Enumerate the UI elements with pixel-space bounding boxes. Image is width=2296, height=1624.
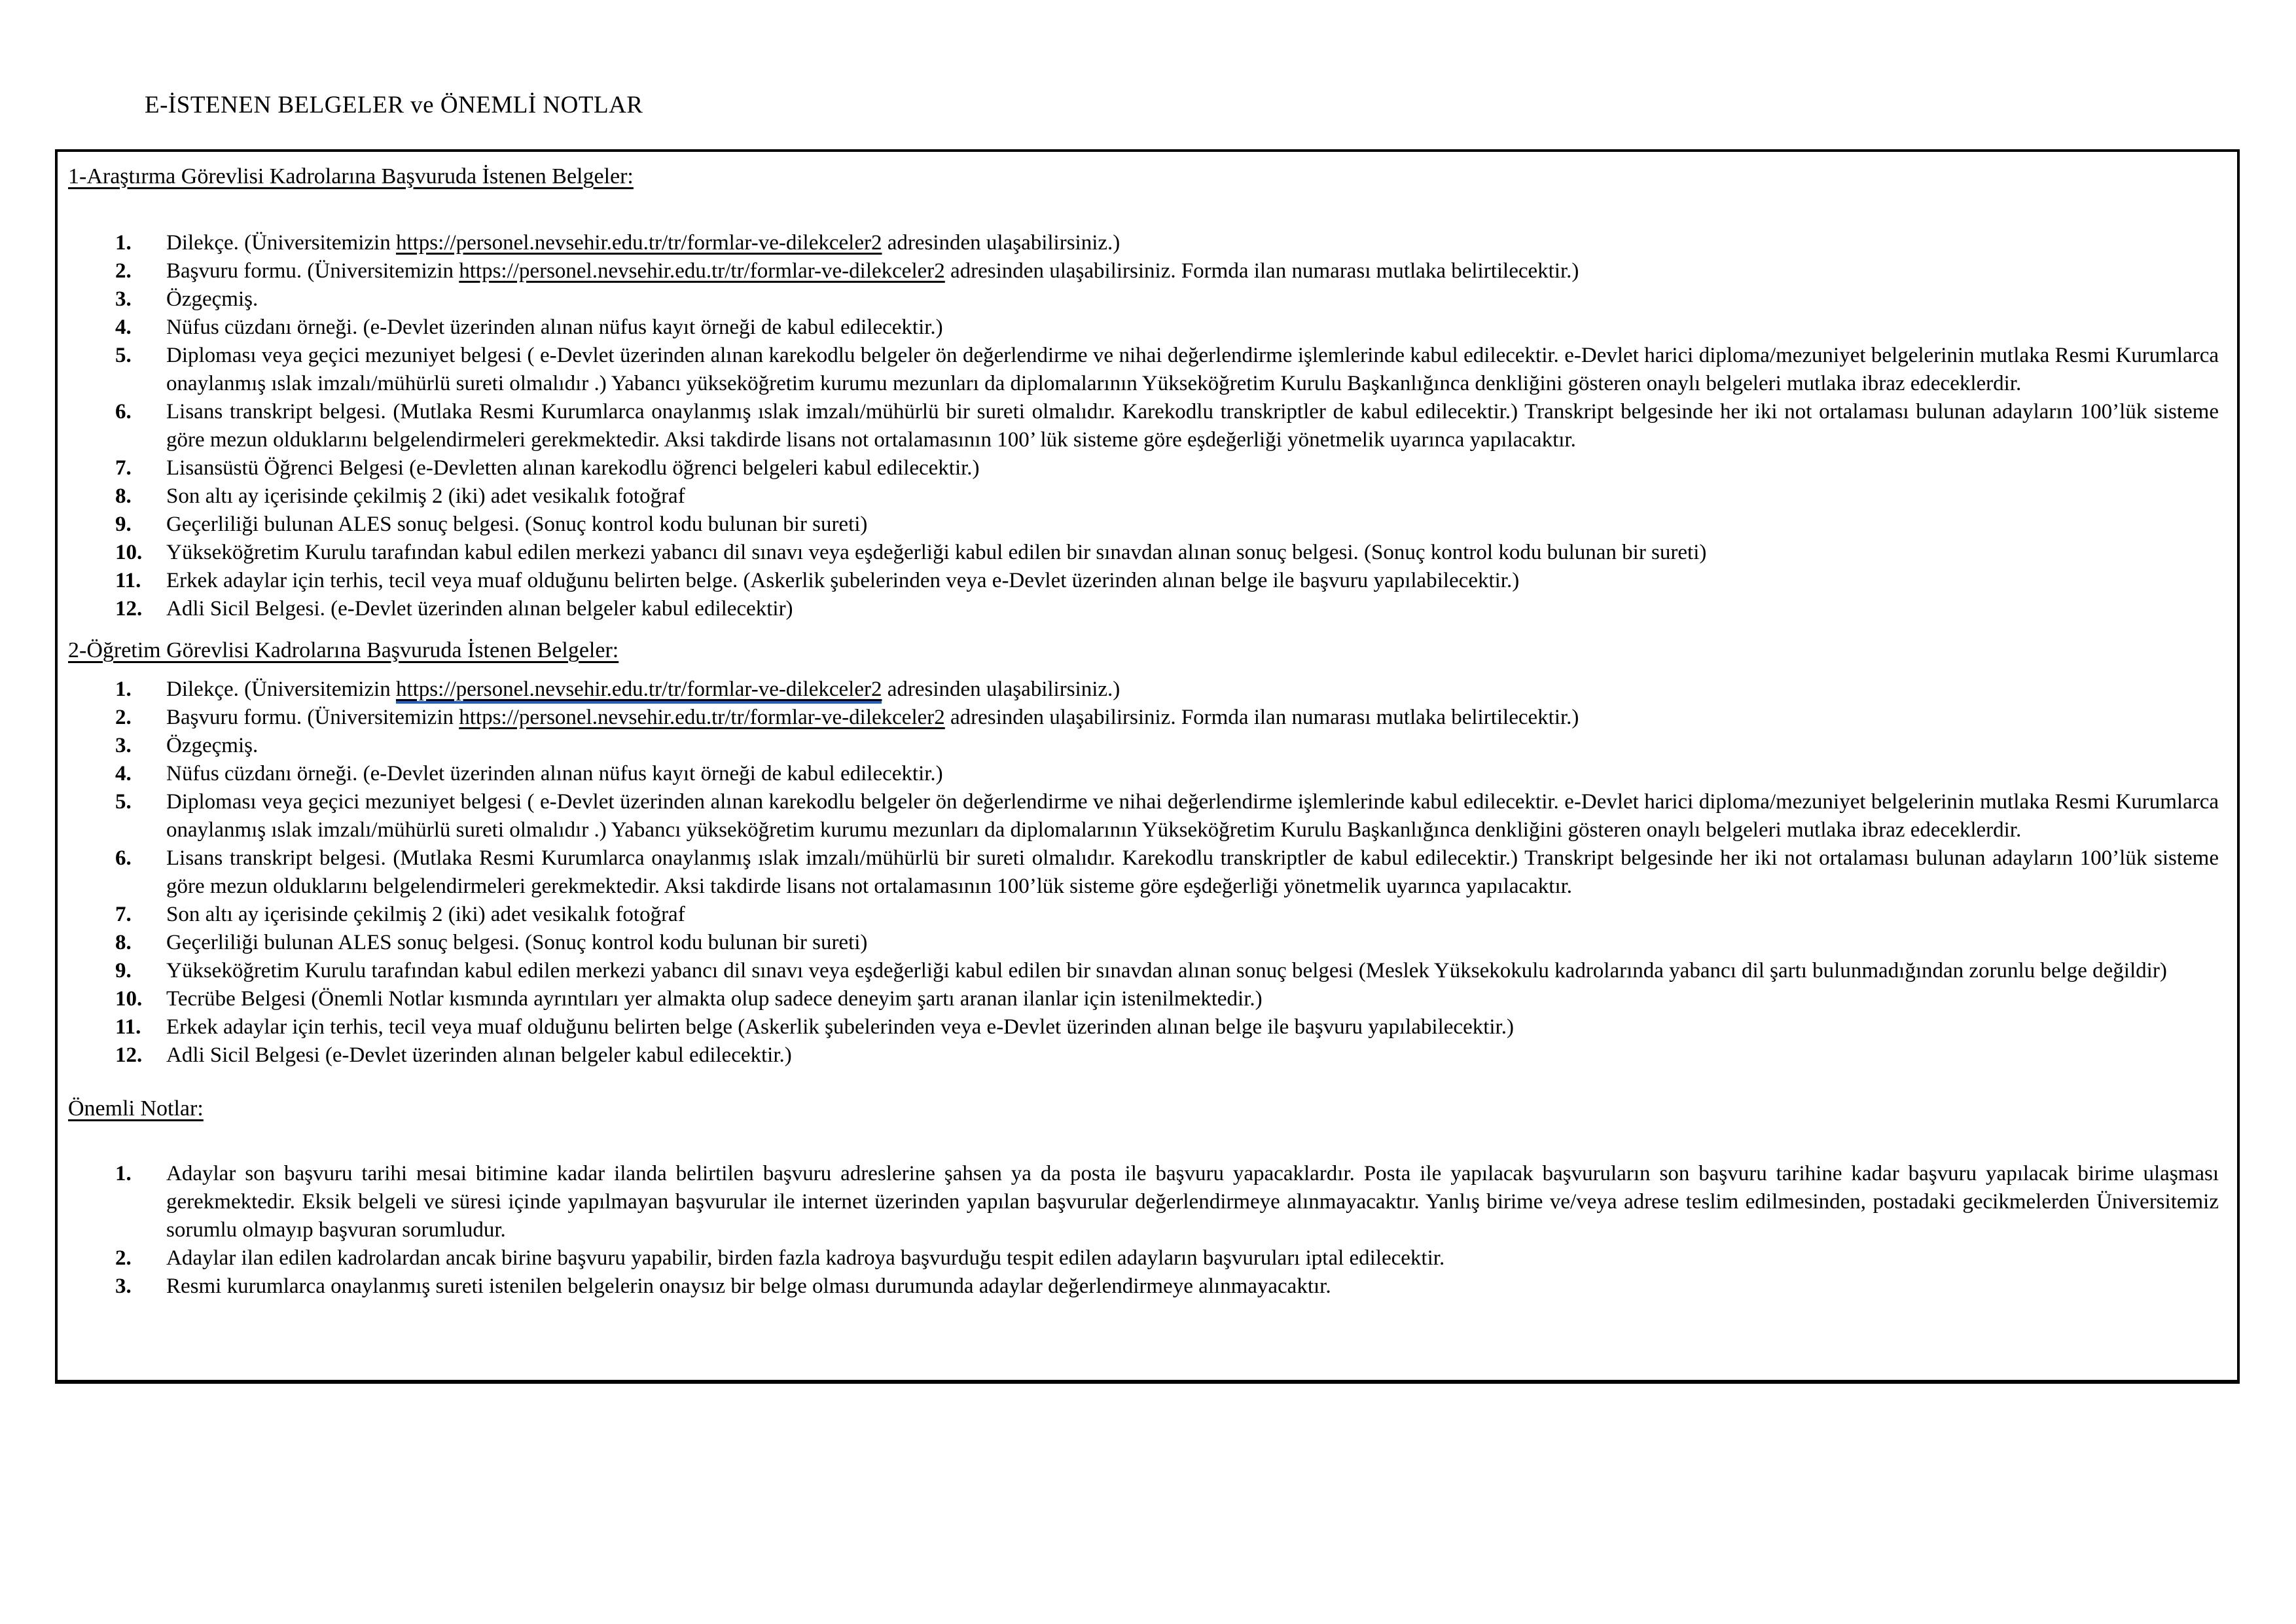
hyperlink[interactable]: https://personel.nevsehir.edu.tr/tr/formlar-ve-dilekceler2 <box>395 231 882 255</box>
list-item <box>115 1160 2219 1244</box>
item-number: 2. <box>115 1246 132 1270</box>
item-text <box>166 929 2219 957</box>
item-number: 8. <box>115 931 132 954</box>
section-heading-onemli-notlar: Önemli Notlar: <box>68 1096 204 1121</box>
list-item <box>115 285 2219 314</box>
list-item <box>115 788 2219 844</box>
item-number: 1. <box>115 231 132 255</box>
text-segment: adresinden ulaşabilirsiniz.) <box>882 231 1121 255</box>
item-number: 7. <box>115 456 132 480</box>
list-item <box>115 1244 2219 1272</box>
text-segment: Özgeçmiş. <box>166 287 259 311</box>
item-number: 9. <box>115 959 132 983</box>
section-list-ogretim-gorevlisi <box>115 676 2219 1070</box>
item-number: 6. <box>115 400 132 424</box>
item-number: 1. <box>115 677 132 701</box>
item-number: 3. <box>115 287 132 311</box>
item-number: 5. <box>115 344 132 367</box>
item-text <box>166 788 2219 844</box>
item-number: 11. <box>115 1015 141 1039</box>
item-number: 11. <box>115 569 141 592</box>
item-text <box>166 704 2219 732</box>
section-ogretim-gorevlisi <box>68 636 2223 1070</box>
item-text <box>166 257 2219 285</box>
item-number: 12. <box>115 1043 143 1067</box>
text-segment: Nüfus cüzdanı örneği. (e-Devlet üzerinden alınan nüfus kayıt örneği de kabul edilecektir.) <box>166 762 943 785</box>
hyperlink[interactable]: https://personel.nevsehir.edu.tr/tr/formlar-ve-dilekceler2 <box>459 259 945 283</box>
list-item <box>115 398 2219 454</box>
item-number: 3. <box>115 734 132 757</box>
item-number: 10. <box>115 987 143 1011</box>
item-number: 9. <box>115 513 132 536</box>
item-number: 2. <box>115 706 132 729</box>
sections-container <box>68 162 2223 1301</box>
text-segment: Başvuru formu. (Üniversitemizin <box>166 259 459 283</box>
list-item <box>115 454 2219 482</box>
text-segment: Diploması veya geçici mezuniyet belgesi ( e-Devlet üzerinden alınan karekodlu belgeler ön değerlendirme ve nihai değerlendirme işlemlerinde kabul edilecektir. e-Devlet harici diploma/mezuniyet belgelerinin mutlaka Resmi Kurumlarca onaylanmış ıslak imzalı/mühürlü sureti olmalıdır .) Yabancı yükseköğretim kurumu mezunları da diplomalarının Yükseköğretim Kurulu Başkanlığınca denkliğini gösteren onaylı belgeleri mutlaka ibraz edeceklerdir. <box>166 344 2219 395</box>
text-segment: Yükseköğretim Kurulu tarafından kabul edilen merkezi yabancı dil sınavı veya eşdeğerliği kabul edilen bir sınavdan alınan sonuç belgesi. (Sonuç kontrol kodu bulunan bir sureti) <box>166 541 1707 564</box>
text-segment: Diploması veya geçici mezuniyet belgesi ( e-Devlet üzerinden alınan karekodlu belgeler ön değerlendirme ve nihai değerlendirme işlemlerinde kabul edilecektir. e-Devlet harici diploma/mezuniyet belgelerinin mutlaka Resmi Kurumlarca onaylanmış ıslak imzalı/mühürlü sureti olmalıdır .) Yabancı yükseköğretim kurumu mezunları da diplomalarının Yükseköğretim Kurulu Başkanlığınca denkliğini gösteren onaylı belgeleri mutlaka ibraz edeceklerdir. <box>166 790 2219 842</box>
item-number: 5. <box>115 790 132 814</box>
item-number: 6. <box>115 846 132 870</box>
text-segment: Erkek adaylar için terhis, tecil veya muaf olduğunu belirten belge (Askerlik şubelerinden veya e-Devlet üzerinden alınan belge ile başvuru yapılabilecektir.) <box>166 1015 1514 1039</box>
list-item <box>115 595 2219 623</box>
list-item <box>115 1041 2219 1070</box>
content-box <box>55 149 2240 1384</box>
item-text <box>166 760 2219 788</box>
text-segment: Geçerliliği bulunan ALES sonuç belgesi. (Sonuç kontrol kodu bulunan bir sureti) <box>166 513 868 536</box>
item-number: 12. <box>115 597 143 621</box>
item-text <box>166 454 2219 482</box>
list-item <box>115 704 2219 732</box>
text-segment: Dilekçe. (Üniversitemizin <box>166 231 396 255</box>
list-item <box>115 511 2219 539</box>
list-item <box>115 342 2219 398</box>
list-item <box>115 257 2219 285</box>
text-segment: Lisans transkript belgesi. (Mutlaka Resmi Kurumlarca onaylanmış ıslak imzalı/mühürlü bir sureti olmalıdır. Karekodlu transkriptler de kabul edilecektir.) Transkript belgesinde her iki not ortalaması bulunan adayların 100’lük sisteme göre mezun olduklarını belgelendirmeleri gerekmektedir. Aksi takdirde lisans not ortalamasının 100’ lük sisteme göre eşdeğerliği yönetmelik uyarınca yapılacaktır. <box>166 400 2219 452</box>
item-number: 1. <box>115 1162 132 1185</box>
hyperlink[interactable]: https://personel.nevsehir.edu.tr/tr/formlar-ve-dilekceler2 <box>396 677 882 704</box>
list-item <box>115 229 2219 257</box>
item-text <box>166 229 2219 257</box>
item-text <box>166 1160 2219 1244</box>
text-segment: adresinden ulaşabilirsiniz. Formda ilan numarası mutlaka belirtilecektir.) <box>944 259 1579 283</box>
item-number: 7. <box>115 903 132 926</box>
list-item <box>115 539 2219 567</box>
item-text <box>166 957 2219 985</box>
section-list-onemli-notlar <box>115 1160 2219 1301</box>
text-segment: Adaylar son başvuru tarihi mesai bitimine kadar ilanda belirtilen başvuru adreslerine şahsen ya da posta ile başvuru yapacaklardır. Posta ile yapılacak başvuruların son başvuru tarihine kadar başvuru yapılacak birime ulaşması gerekmektedir. Eksik belgeli ve süresi içinde yapılmayan başvurular ile internet üzerinden yapılan başvurular değerlendirmeye alınmayacaktır. Yanlış birime ve/veya adrese teslim edilmesinden, postadaki gecikmelerden Üniversitemiz sorumlu olmayıp başvuran sorumludur. <box>166 1162 2219 1242</box>
text-segment: Lisansüstü Öğrenci Belgesi (e-Devletten alınan karekodlu öğrenci belgeleri kabul edilecektir.) <box>166 456 980 480</box>
list-item <box>115 567 2219 595</box>
list-item <box>115 732 2219 760</box>
item-text <box>166 844 2219 901</box>
list-item <box>115 957 2219 985</box>
item-text <box>166 1013 2219 1041</box>
item-text <box>166 314 2219 342</box>
item-text <box>166 676 2219 704</box>
text-segment: Geçerliliği bulunan ALES sonuç belgesi. (Sonuç kontrol kodu bulunan bir sureti) <box>166 931 868 954</box>
item-text <box>166 1272 2219 1301</box>
item-text <box>166 567 2219 595</box>
item-number: 2. <box>115 259 132 283</box>
item-text <box>166 985 2219 1013</box>
item-text <box>166 398 2219 454</box>
item-number: 3. <box>115 1274 132 1298</box>
list-item <box>115 314 2219 342</box>
text-segment: Tecrübe Belgesi (Önemli Notlar kısmında ayrıntıları yer almakta olup sadece deneyim şartı aranan ilanlar için istenilmektedir.) <box>166 987 1263 1011</box>
item-text <box>166 285 2219 314</box>
section-onemli-notlar <box>68 1094 2223 1301</box>
text-segment: Adli Sicil Belgesi (e-Devlet üzerinden alınan belgeler kabul edilecektir.) <box>166 1043 792 1067</box>
item-text <box>166 342 2219 398</box>
section-heading-ogretim-gorevlisi: 2-Öğretim Görevlisi Kadrolarına Başvuruda İstenen Belgeler: <box>68 638 619 662</box>
list-item <box>115 676 2219 704</box>
document-title: E-İSTENEN BELGELER ve ÖNEMLİ NOTLAR <box>145 92 643 118</box>
text-segment: Resmi kurumlarca onaylanmış sureti istenilen belgelerin onaysız bir belge olması durumunda adaylar değerlendirmeye alınmayacaktır. <box>166 1274 1331 1298</box>
item-text <box>166 595 2219 623</box>
item-text <box>166 1041 2219 1070</box>
section-list-arastirma-gorevlisi <box>115 229 2219 623</box>
text-segment: Son altı ay içerisinde çekilmiş 2 (iki) adet vesikalık fotoğraf <box>166 484 685 508</box>
section-heading-arastirma-gorevlisi: 1-Araştırma Görevlisi Kadrolarına Başvuruda İstenen Belgeler: <box>68 164 634 189</box>
text-segment: Özgeçmiş. <box>166 734 259 757</box>
list-item <box>115 1272 2219 1301</box>
list-item <box>115 901 2219 929</box>
text-segment: Lisans transkript belgesi. (Mutlaka Resmi Kurumlarca onaylanmış ıslak imzalı/mühürlü bir sureti olmalıdır. Karekodlu transkriptler de kabul edilecektir.) Transkript belgesinde her iki not ortalaması bulunan adayların 100’lük sisteme göre mezun olduklarını belgelendirmeleri gerekmektedir. Aksi takdirde lisans not ortalamasının 100’lük sisteme göre eşdeğerliği yönetmelik uyarınca yapılacaktır. <box>166 846 2219 898</box>
text-segment: adresinden ulaşabilirsiniz.) <box>882 677 1121 701</box>
item-number: 8. <box>115 484 132 508</box>
text-segment: Son altı ay içerisinde çekilmiş 2 (iki) adet vesikalık fotoğraf <box>166 903 685 926</box>
text-segment: adresinden ulaşabilirsiniz. Formda ilan numarası mutlaka belirtilecektir.) <box>944 706 1579 729</box>
list-item <box>115 929 2219 957</box>
text-segment: Erkek adaylar için terhis, tecil veya muaf olduğunu belirten belge. (Askerlik şubelerinden veya e-Devlet üzerinden alınan belge ile başvuru yapılabilecektir.) <box>166 569 1520 592</box>
item-number: 4. <box>115 762 132 785</box>
item-text <box>166 1244 2219 1272</box>
item-text <box>166 732 2219 760</box>
item-text <box>166 482 2219 511</box>
item-text <box>166 511 2219 539</box>
text-segment: Dilekçe. (Üniversitemizin <box>166 677 396 701</box>
text-segment: Adaylar ilan edilen kadrolardan ancak birine başvuru yapabilir, birden fazla kadroya başvurduğu tespit edilen adayların başvuruları iptal edilecektir. <box>166 1246 1445 1270</box>
list-item <box>115 1013 2219 1041</box>
text-segment: Başvuru formu. (Üniversitemizin <box>166 706 459 729</box>
item-number: 4. <box>115 316 132 339</box>
item-number: 10. <box>115 541 143 564</box>
item-text <box>166 901 2219 929</box>
list-item <box>115 985 2219 1013</box>
list-item <box>115 844 2219 901</box>
list-item <box>115 760 2219 788</box>
list-item <box>115 482 2219 511</box>
text-segment: Nüfus cüzdanı örneği. (e-Devlet üzerinden alınan nüfus kayıt örneği de kabul edilecektir.) <box>166 316 943 339</box>
text-segment: Yükseköğretim Kurulu tarafından kabul edilen merkezi yabancı dil sınavı veya eşdeğerliği kabul edilen bir sınavdan alınan sonuç belgesi (Meslek Yüksekokulu kadrolarında yabancı dil şartı bulunmadığından zorunlu belge değildir) <box>166 959 2167 983</box>
hyperlink[interactable]: https://personel.nevsehir.edu.tr/tr/formlar-ve-dilekceler2 <box>459 706 945 729</box>
item-text <box>166 539 2219 567</box>
text-segment: Adli Sicil Belgesi. (e-Devlet üzerinden alınan belgeler kabul edilecektir) <box>166 597 793 621</box>
section-arastirma-gorevlisi <box>68 162 2223 623</box>
